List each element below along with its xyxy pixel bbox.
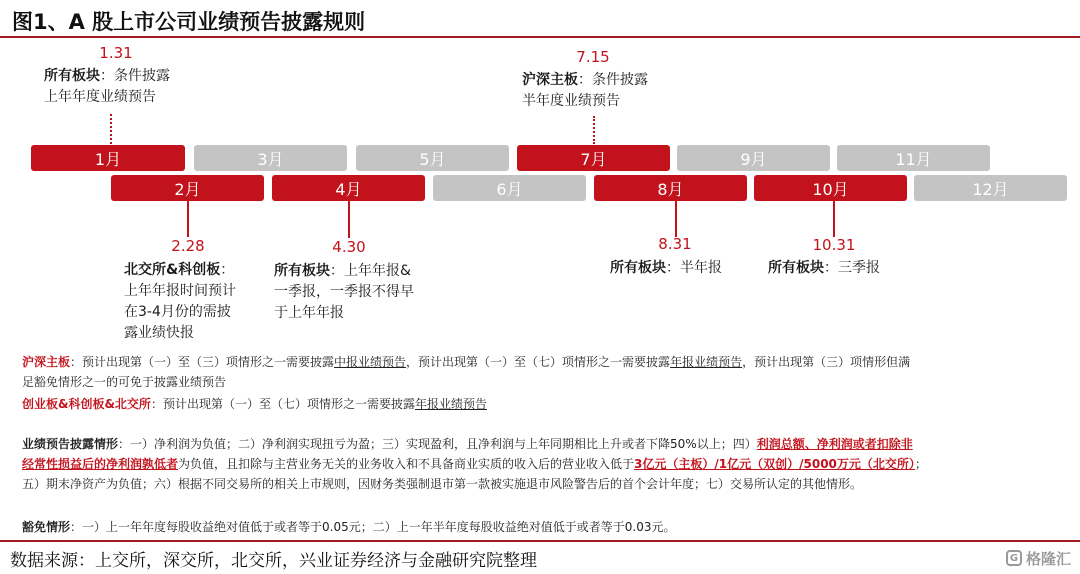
rule-main-board-u1: 中报业绩预告 (334, 355, 407, 369)
connector-apr (348, 201, 350, 238)
month-aug: 8月 (594, 175, 747, 201)
source-note: 数据来源：上交所，深交所，北交所，兴业证券经济与金融研究院整理 (10, 551, 537, 571)
rule-main-board-a: ：预计出现第（一）至（三）项情形之一需要披露 (70, 355, 335, 369)
month-nov: 11月 (837, 145, 990, 171)
annotation-oct-line1: ：三季报 (824, 260, 880, 276)
month-feb: 2月 (111, 175, 264, 201)
month-may: 5月 (356, 145, 509, 171)
annotation-aug-label: 所有板块 (610, 260, 666, 276)
rule-cond-u1: 利润总额、净利润或者扣除非 (756, 437, 913, 451)
annotation-apr-label: 所有板块 (274, 263, 330, 279)
month-jan: 1月 (31, 145, 185, 171)
rule-main-board-c: ，预计出现第（三）项情形但满 (742, 355, 911, 369)
annotation-feb-label: 北交所&科创板 (124, 262, 221, 278)
annotation-aug (610, 258, 722, 279)
rule-growth-boards (22, 394, 1062, 414)
annotation-feb-line2: 上年年报时间预计 (124, 283, 236, 299)
watermark-logo (1006, 548, 1076, 568)
connector-aug (675, 201, 677, 237)
annotation-jan-label: 所有板块 (44, 68, 100, 84)
annotation-jan (44, 66, 170, 108)
figure-title: 图1、A 股上市公司业绩预告披露规则 (12, 10, 366, 34)
rule-cond-u3: 3亿元（主板）/1亿元（双创）/5000万元（北交所） (634, 457, 915, 471)
date-4-30: 4.30 (332, 238, 366, 256)
rule-main-board-b: ，预计出现第（一）至（七）项情形之一需要披露 (406, 355, 671, 369)
connector-jul (593, 116, 595, 144)
rule-growth-label: 创业板&科创板&北交所 (22, 397, 151, 411)
annotation-jul (522, 70, 648, 112)
annotation-jul-line2: 半年度业绩预告 (522, 93, 620, 109)
rule-exempt-a: ：一）上一年年度每股收益绝对值低于或者等于0.05元；二）上一年半年度每股收益绝对值低于或者等于0.03元。 (70, 520, 676, 534)
date-8-31: 8.31 (658, 235, 692, 253)
annotation-apr-line3: 于上年年报 (274, 305, 344, 321)
connector-feb (187, 201, 189, 237)
annotation-jul-line1: ：条件披露 (578, 72, 648, 88)
rule-growth-u: 年报业绩预告 (414, 397, 487, 411)
rule-main-board-label: 沪深主板 (22, 355, 71, 369)
month-jun: 6月 (433, 175, 586, 201)
annotation-jul-label: 沪深主板 (522, 72, 578, 88)
annotation-feb-line4: 露业绩快报 (124, 325, 194, 341)
month-oct: 10月 (754, 175, 907, 201)
connector-oct (833, 201, 835, 237)
gelonghui-logo-icon: G (1006, 550, 1022, 566)
month-mar: 3月 (194, 145, 347, 171)
annotation-oct (768, 258, 880, 279)
rule-cond-b: 为负值，且扣除与主营业务无关的业务收入和不具备商业实质的收入后的营业收入低于 (178, 457, 635, 471)
rule-exempt-label: 豁免情形 (22, 520, 71, 534)
annotation-apr (274, 261, 414, 324)
annotation-jan-line2: 上年年度业绩预告 (44, 89, 156, 105)
annotation-apr-line2: 一季报，一季报不得早 (274, 284, 414, 300)
annotation-aug-line1: ：半年报 (666, 260, 722, 276)
rule-cond-label: 业绩预告披露情形 (22, 437, 119, 451)
rule-cond-u2: 经常性损益后的净利润孰低者 (22, 457, 179, 471)
date-2-28: 2.28 (171, 237, 205, 255)
annotation-feb (124, 260, 236, 344)
date-7-15: 7.15 (576, 48, 610, 66)
annotation-jan-line1: ：条件披露 (100, 68, 170, 84)
watermark-text: 格隆汇 (1026, 549, 1072, 568)
rule-cond-d: 五）期末净资产为负值；六）根据不同交易所的相关上市规则，因财务类强制退市第一款被实施退市风险警告后的首个会计年度；七）交易所认定的其他情形。 (22, 477, 863, 491)
connector-jan (110, 114, 112, 144)
date-1-31: 1.31 (99, 44, 133, 62)
month-dec: 12月 (914, 175, 1067, 201)
annotation-oct-label: 所有板块 (768, 260, 824, 276)
rule-conditions (22, 434, 1062, 494)
annotation-feb-line3: 在3-4月份的需披 (124, 304, 231, 320)
rule-cond-c: ； (914, 457, 927, 471)
rule-exemptions (22, 517, 1062, 537)
footer-divider (0, 540, 1080, 542)
annotation-apr-line1: ：上年年报& (330, 263, 411, 279)
month-jul: 7月 (517, 145, 670, 171)
rule-main-board-d: 足豁免情形之一的可免于披露业绩预告 (22, 375, 227, 389)
annotation-feb-line1: ： (220, 262, 235, 278)
rule-main-board (22, 352, 1062, 392)
month-sep: 9月 (677, 145, 830, 171)
rule-growth-a: ：预计出现第（一）至（七）项情形之一需要披露 (150, 397, 415, 411)
rule-cond-a: ：一）净利润为负值；二）净利润实现扭亏为盈；三）实现盈利，且净利润与上年同期相比上升或者下降50%以上；四） (118, 437, 757, 451)
month-apr: 4月 (272, 175, 425, 201)
rule-main-board-u2: 年报业绩预告 (670, 355, 743, 369)
title-divider (0, 36, 1080, 38)
date-10-31: 10.31 (812, 236, 856, 254)
